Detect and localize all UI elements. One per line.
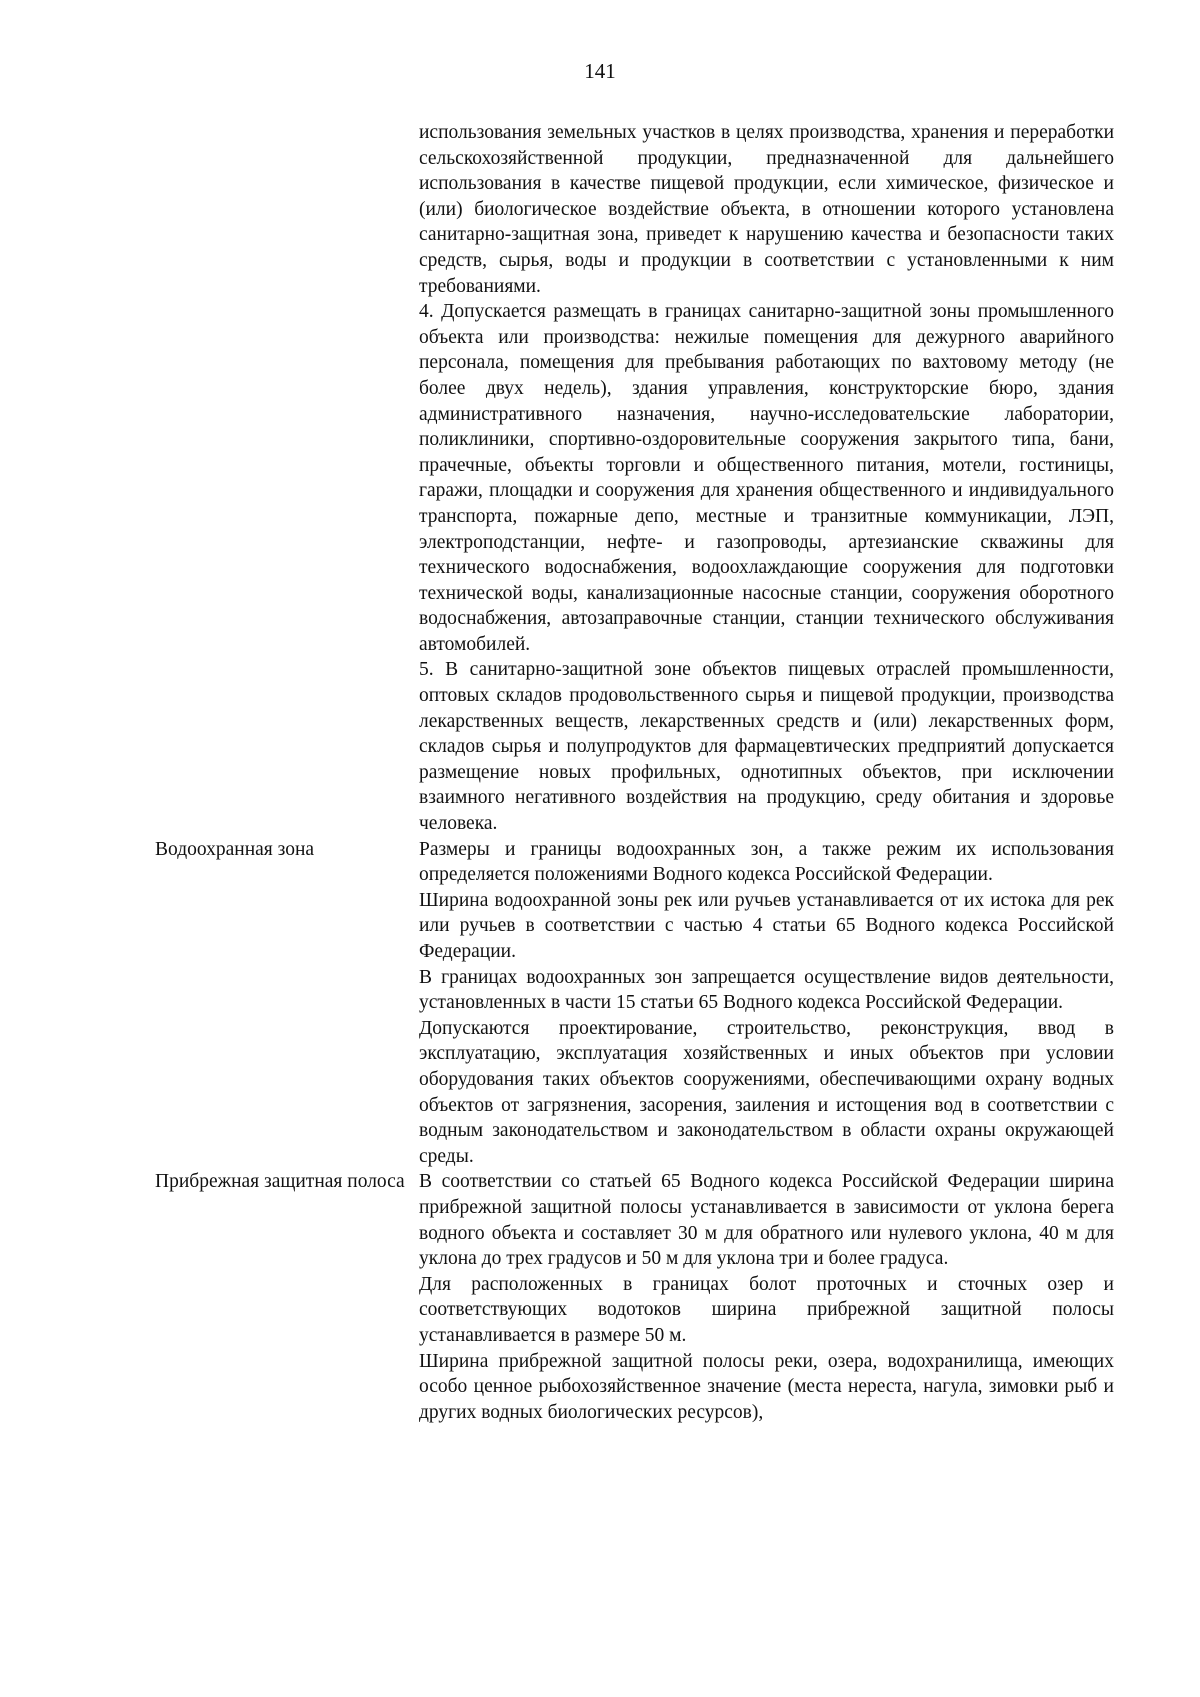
paragraph: Ширина прибрежной защитной полосы реки, озера, водохранилища, имеющих особо ценное рыбохозяйственное значение (места нереста, нагула, зимовки рыб и других водных биологических ресурсов),: [419, 1350, 1114, 1423]
paragraph: использования земельных участков в целях производства, хранения и переработки сельскохозяйственной продукции, предназначенной для дальнейшего использования в качестве пищевой продукции, если химическое, физическое и (или) биологическое воздействие объекта, в отношении которого установлена санитарно-защитная зона, приведет к нарушению качества и безопасности таких средств, сырья, воды и продукции в соответствии с установленными к ним требованиями.: [419, 122, 1114, 297]
paragraph: В соответствии со статьей 65 Водного кодекса Российской Федерации ширина прибрежной защитной полосы устанавливается в зависимости от уклона берега водного объекта и составляет 30 м для обратного или нулевого уклона, 40 м для уклона до трех градусов и 50 м для уклона три и более градуса.: [419, 1171, 1114, 1270]
page-number: 141: [584, 59, 616, 83]
paragraph: 4. Допускается размещать в границах санитарно-защитной зоны промышленного объекта или производства: нежилые помещения для дежурного аварийного персонала, помещения для пребывания работающих по вахтовому методу (не более двух недель), здания управления, конструкторские бюро, здания административного назначения, научно-исследовательские лаборатории, поликлиники, спортивно-оздоровительные сооружения закрытого типа, бани, прачечные, объекты торговли и общественного питания, мотели, гостиницы, гаражи, площадки и сооружения для хранения общественного и индивидуального транспорта, пожарные депо, местные и транзитные коммуникации, ЛЭП, электроподстанции, нефте- и газопроводы, артезианские скважины для технического водоснабжения, водоохлаждающие сооружения для подготовки технической воды, канализационные насосные станции, сооружения оборотного водоснабжения, автозаправочные станции, станции технического обслуживания автомобилей.: [419, 301, 1114, 655]
paragraph: Для расположенных в границах болот проточных и сточных озер и соответствующих водотоков ширина прибрежной защитной полосы устанавливается в размере 50 м.: [419, 1273, 1114, 1346]
section-water-protection-zone: [0, 837, 1200, 1170]
section-sanitary-zone-continuation: [0, 120, 1200, 837]
paragraph: В границах водоохранных зон запрещается осуществление видов деятельности, установленных в части 15 статьи 65 Водного кодекса Российской Федерации.: [419, 966, 1114, 1014]
section-text: [419, 120, 1114, 837]
paragraph: Допускаются проектирование, строительство, реконструкция, ввод в эксплуатацию, эксплуатация хозяйственных и иных объектов при условии оборудования таких объектов сооружениями, обеспечивающими охрану водных объектов от загрязнения, засорения, заиления и истощения вод в соответствии с водным законодательством и законодательством в области охраны окружающей среды.: [419, 1017, 1114, 1167]
section-label: Водоохранная зона: [155, 838, 315, 860]
section-text: [419, 1169, 1114, 1425]
section-text: [419, 837, 1114, 1170]
paragraph: 5. В санитарно-защитной зоне объектов пищевых отраслей промышленности, оптовых складов продовольственного сырья и пищевой продукции, производства лекарственных веществ, лекарственных средств и (или) лекарственных форм, складов сырья и полупродуктов для фармацевтических предприятий допускается размещение новых профильных, однотипных объектов, при исключении взаимного негативного воздействия на продукцию, среду обитания и здоровье человека.: [419, 659, 1114, 835]
paragraph: Ширина водоохранной зоны рек или ручьев устанавливается от их истока для рек или ручьев в соответствии с частью 4 статьи 65 Водного кодекса Российской Федерации.: [419, 889, 1114, 962]
section-coastal-protective-strip: [0, 1169, 1200, 1425]
document-body: [0, 120, 1200, 1425]
paragraph: Размеры и границы водоохранных зон, а также режим их использования определяется положениями Водного кодекса Российской Федерации.: [419, 838, 1114, 886]
section-label: Прибрежная защитная полоса: [155, 1171, 405, 1193]
